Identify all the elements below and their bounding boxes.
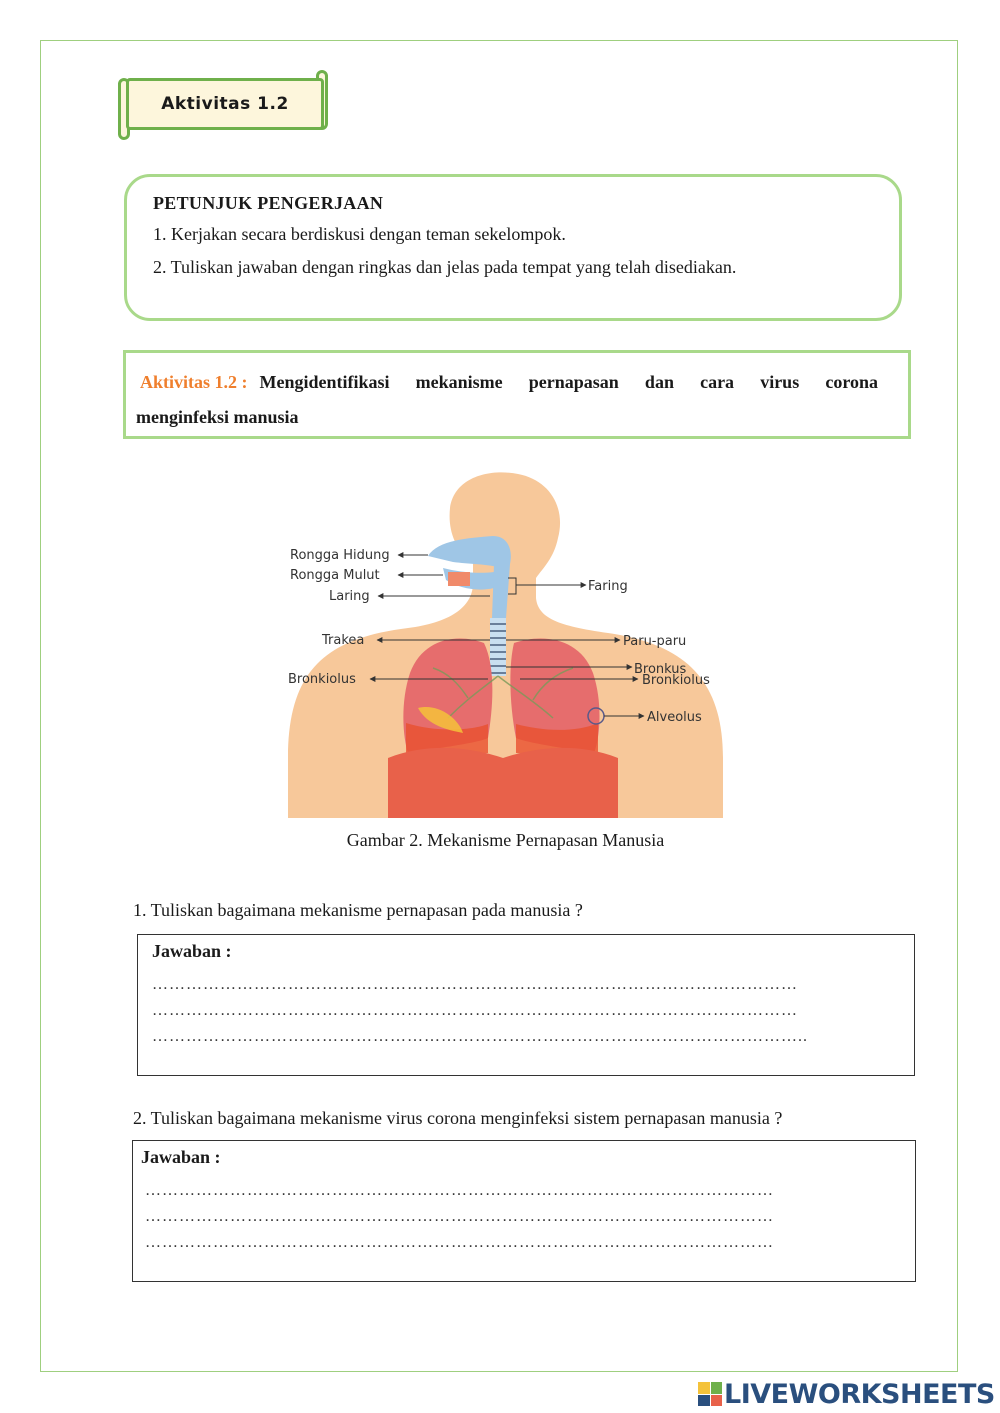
instruction-item: 1. Kerjakan secara berdiskusi dengan teman sekelompok.	[153, 224, 566, 244]
answer-line[interactable]: …………………………………………………………………………………………………	[145, 1234, 774, 1251]
answer-box-2[interactable]	[132, 1140, 916, 1282]
activity-banner	[118, 70, 330, 142]
label-bronkus: Bronkus	[634, 662, 687, 677]
label-laring: Laring	[329, 589, 370, 604]
nasal-cavity	[428, 536, 511, 568]
liveworksheets-logo	[698, 1378, 995, 1410]
figure-caption: Gambar 2. Mekanisme Pernapasan Manusia	[346, 830, 665, 850]
instructions-heading: PETUNJUK PENGERJAAN	[153, 193, 384, 213]
tongue	[448, 572, 470, 586]
trachea	[490, 618, 506, 676]
answer-line[interactable]: ……………………………………………………………………………………………………..	[152, 1028, 808, 1045]
activity-title-text: Mengidentifikasi mekanisme pernapasan dan cara virus corona	[259, 372, 878, 392]
logo-icon	[698, 1382, 722, 1406]
banner-title: Aktivitas 1.2	[126, 78, 324, 130]
label-paru-paru: Paru-paru	[623, 634, 687, 649]
label-bronkiolus-right: Bronkiolus	[642, 673, 710, 688]
label-bronkiolus-left: Bronkiolus	[288, 672, 356, 687]
activity-title-box	[123, 350, 911, 439]
label-alveolus: Alveolus	[647, 710, 702, 725]
question-1: 1. Tuliskan bagaimana mekanisme pernapasan pada manusia ?	[133, 900, 583, 920]
activity-prefix: Aktivitas 1.2 :	[140, 372, 248, 392]
label-rongga-mulut: Rongga Mulut	[290, 568, 380, 583]
label-trakea: Trakea	[322, 633, 365, 648]
instructions-box	[124, 174, 902, 321]
answer-label: Jawaban :	[141, 1147, 221, 1167]
respiratory-illustration	[288, 468, 723, 818]
question-2: 2. Tuliskan bagaimana mekanisme virus corona menginfeksi sistem pernapasan manusia ?	[133, 1108, 783, 1128]
logo-text: LIVEWORKSHEETS	[724, 1378, 995, 1410]
activity-title-line1	[136, 365, 878, 400]
answer-box-1[interactable]	[137, 934, 915, 1076]
answer-line[interactable]: ……………………………………………………………………………………………………	[152, 976, 798, 993]
label-faring: Faring	[588, 579, 628, 594]
answer-line[interactable]: ……………………………………………………………………………………………………	[152, 1002, 798, 1019]
answer-line[interactable]: …………………………………………………………………………………………………	[145, 1182, 774, 1199]
answer-label: Jawaban :	[152, 941, 232, 961]
respiratory-diagram	[288, 468, 723, 818]
activity-title-line2: menginfeksi manusia	[136, 407, 299, 427]
answer-line[interactable]: …………………………………………………………………………………………………	[145, 1208, 774, 1225]
diaphragm	[388, 748, 618, 818]
label-rongga-hidung: Rongga Hidung	[290, 548, 390, 563]
instruction-item: 2. Tuliskan jawaban dengan ringkas dan jelas pada tempat yang telah disediakan.	[153, 257, 737, 277]
